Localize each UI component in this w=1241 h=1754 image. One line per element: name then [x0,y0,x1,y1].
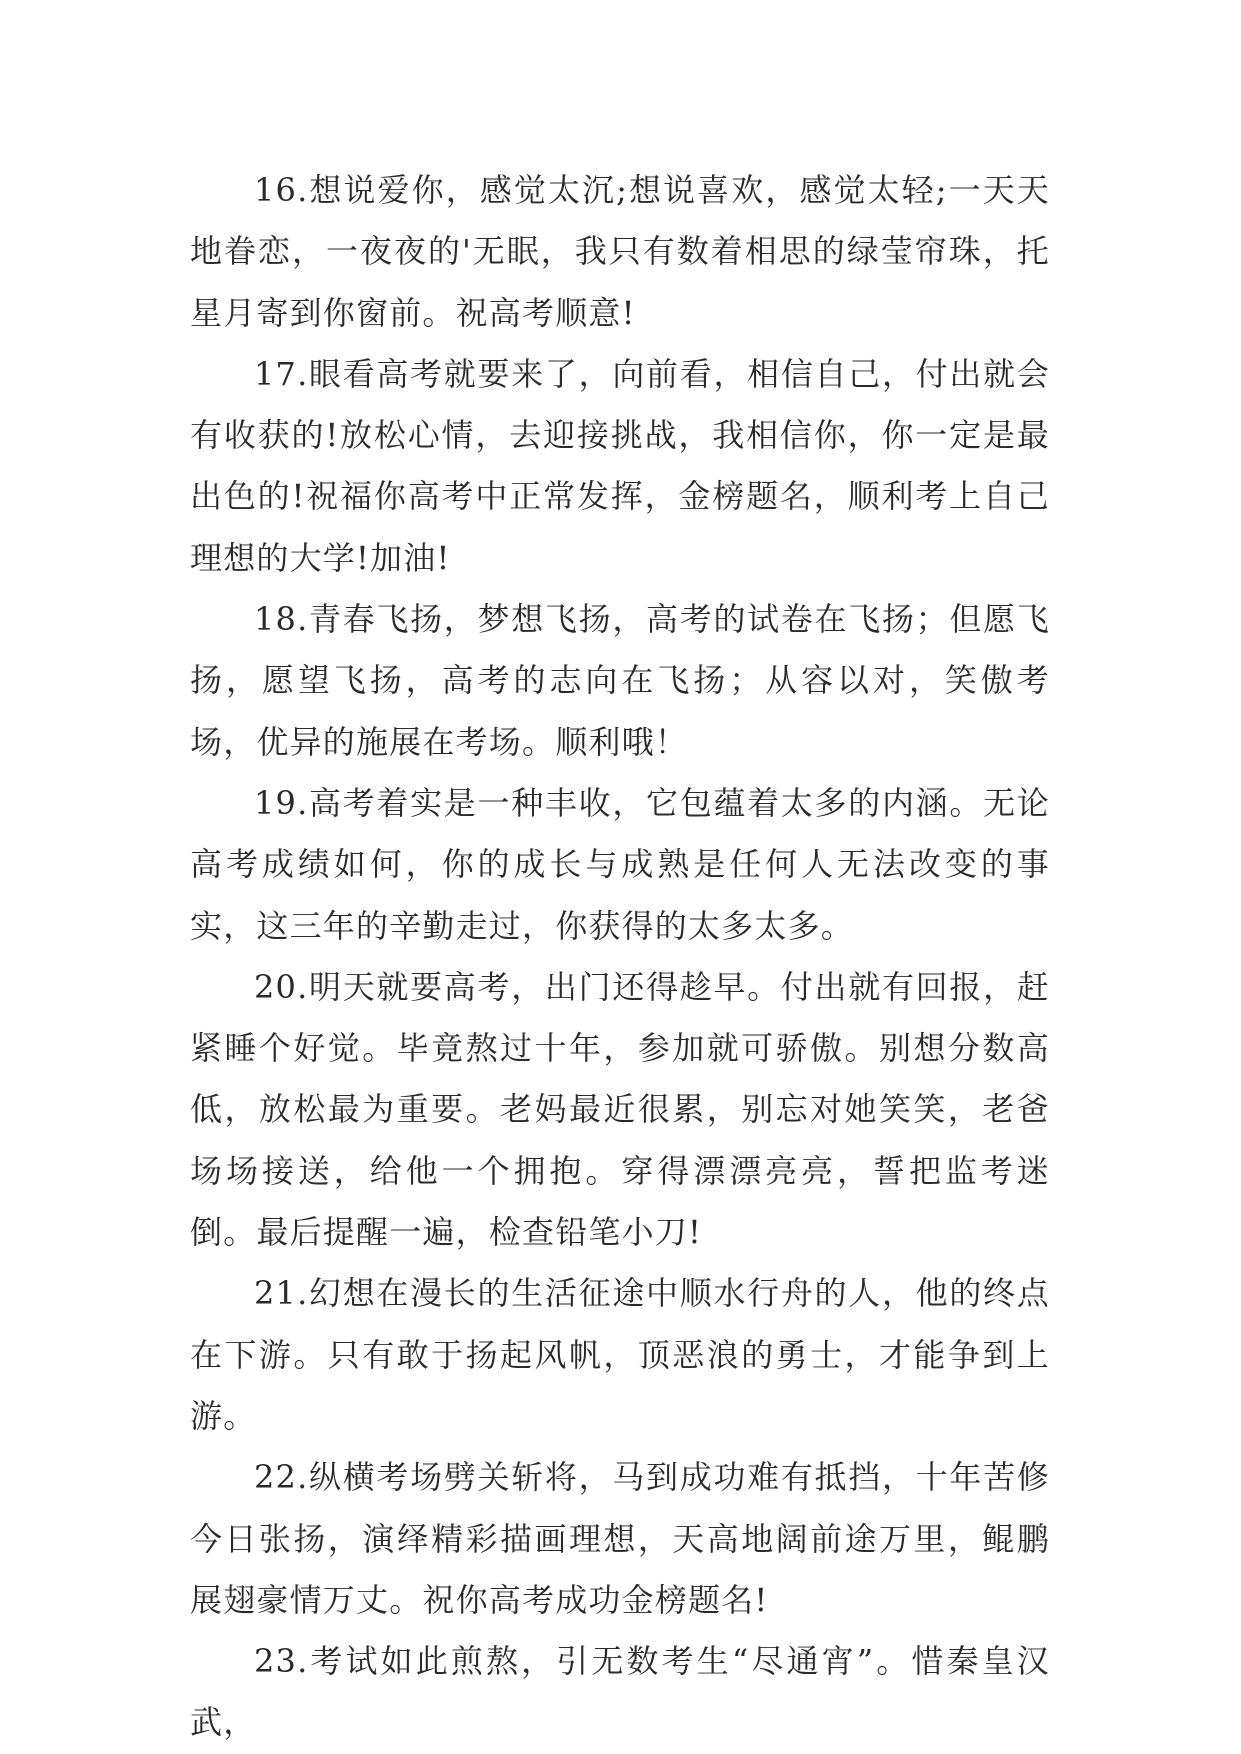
document-body [190,160,1050,1754]
paragraph-23: 23.考试如此煎熬，引无数考生“尽通宵”。惜秦皇汉武， [190,1642,1050,1742]
paragraph-19: 19.高考着实是一种丰收，它包蕴着太多的内涵。无论高考成绩如何，你的成长与成熟是任何人无法改变的事实，这三年的辛勤走过，你获得的太多太多。 [190,783,1050,945]
paragraph-17: 17.眼看高考就要来了，向前看，相信自己，付出就会有收获的!放松心情，去迎接挑战，我相信你，你一定是最出色的!祝福你高考中正常发挥，金榜题名，顺利考上自己理想的大学!加油! [190,354,1050,577]
paragraph-16: 16.想说爱你，感觉太沉;想说喜欢，感觉太轻;一天天地眷恋，一夜夜的'无眠，我只有数着相思的绿莹帘珠，托星月寄到你窗前。祝高考顺意! [190,171,1050,332]
paragraph-20: 20.明天就要高考，出门还得趁早。付出就有回报，赶紧睡个好觉。毕竟熬过十年，参加就可骄傲。别想分数高低，放松最为重要。老妈最近很累，别忘对她笑笑，老爸场场接送，给他一个拥抱。穿得漂漂亮亮，誓把监考迷倒。最后提醒一遍，检查铅笔小刀! [190,967,1050,1252]
paragraph-21: 21.幻想在漫长的生活征途中顺水行舟的人，他的终点在下游。只有敢于扬起风帆，顶恶浪的勇士，才能争到上游。 [190,1274,1050,1435]
paragraph-18: 18.青春飞扬，梦想飞扬，高考的试卷在飞扬；但愿飞扬，愿望飞扬，高考的志向在飞扬；从容以对，笑傲考场，优异的施展在考场。顺利哦！ [190,600,1050,761]
paragraph-22: 22.纵横考场劈关斩将，马到成功难有抵挡，十年苦修今日张扬，演绎精彩描画理想，天高地阔前途万里，鲲鹏展翅豪情万丈。祝你高考成功金榜题名! [190,1458,1050,1619]
